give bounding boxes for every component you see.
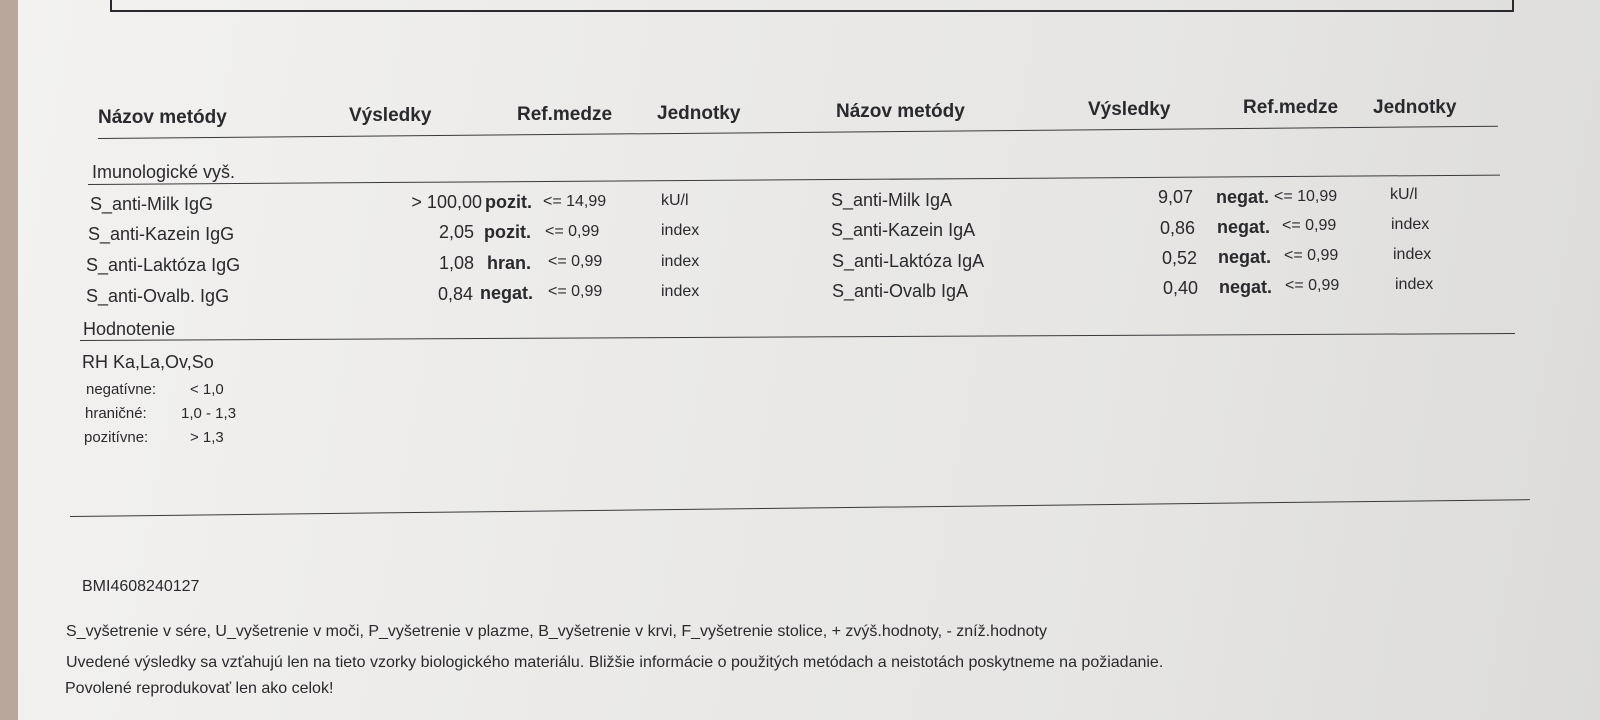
header-ref-left: Ref.medze xyxy=(517,104,613,125)
section-rule xyxy=(88,175,1500,185)
footnote: S_vyšetrenie v sére, U_vyšetrenie v moči, P_vyšetrenie v plazme, B_vyšetrenie v krvi, F_vyšetrenie stolice, + zvýš.hodnoty, - zníž.hodnoty xyxy=(66,623,1047,640)
left-row-2-name: S_anti-Kazein IgG xyxy=(88,224,235,244)
bottom-rule xyxy=(70,499,1530,517)
right-row-1-flag: negat. xyxy=(1216,187,1270,207)
right-row-2-ref: <= 0,99 xyxy=(1282,217,1337,234)
header-method-right: Názov metódy xyxy=(836,101,965,122)
header-units-left: Jednotky xyxy=(657,103,741,124)
right-row-3-flag: negat. xyxy=(1218,247,1272,267)
left-row-2-flag: pozit. xyxy=(484,222,531,242)
right-row-3-ref: <= 0,99 xyxy=(1284,247,1339,264)
legend-positive-label: pozitívne: xyxy=(84,429,149,446)
right-row-3-unit: index xyxy=(1393,246,1432,263)
right-row-2-unit: index xyxy=(1391,216,1430,233)
header-rule xyxy=(98,126,1498,139)
disclaimer-line-2: Povolené reprodukovať len ako celok! xyxy=(65,680,334,697)
section-title: Imunologické vyš. xyxy=(92,162,236,182)
left-row-1-ref: <= 14,99 xyxy=(543,193,607,210)
left-row-3-result: 1,08 xyxy=(438,253,474,273)
legend-negative-label: negatívne: xyxy=(86,381,157,398)
right-row-4-flag: negat. xyxy=(1219,277,1273,297)
legend-borderline-label: hraničné: xyxy=(85,405,147,422)
right-row-4-result: 0,40 xyxy=(1162,278,1198,298)
right-row-3-result: 0,52 xyxy=(1161,248,1197,268)
disclaimer-line-1: Uvedené výsledky sa vzťahujú len na tieto vzorky biologického materiálu. Bližšie informácie o použitých metódach a neistotách poskytneme na požiadanie. xyxy=(66,654,1164,671)
right-row-2-flag: negat. xyxy=(1217,217,1271,237)
header-results-left: Výsledky xyxy=(349,105,432,126)
left-row-3-flag: hran. xyxy=(487,253,532,273)
left-row-2-result: 2,05 xyxy=(438,222,474,242)
legend-positive-value: > 1,3 xyxy=(190,429,224,446)
right-row-2-name: S_anti-Kazein IgA xyxy=(831,220,976,240)
header-units-right: Jednotky xyxy=(1373,97,1457,118)
left-row-4-name: S_anti-Ovalb. IgG xyxy=(86,286,230,306)
evaluation-rule xyxy=(80,333,1515,341)
evaluation-title: Hodnotenie xyxy=(83,319,176,339)
left-row-4-ref: <= 0,99 xyxy=(548,283,603,300)
right-row-1-result: 9,07 xyxy=(1157,187,1193,207)
left-row-4-unit: index xyxy=(661,283,700,300)
left-row-4-result: 0,84 xyxy=(437,284,473,304)
sample-id: BMI4608240127 xyxy=(82,578,200,595)
left-row-1-result: > 100,00 xyxy=(411,192,482,212)
right-row-4-ref: <= 0,99 xyxy=(1285,277,1340,294)
right-row-1-unit: kU/l xyxy=(1390,186,1418,203)
left-row-4-flag: negat. xyxy=(480,283,534,303)
left-row-1-name: S_anti-Milk IgG xyxy=(90,194,214,214)
header-results-right: Výsledky xyxy=(1088,99,1171,120)
left-row-2-unit: index xyxy=(661,222,700,239)
legend-negative-value: < 1,0 xyxy=(190,381,224,398)
header-ref-right: Ref.medze xyxy=(1243,97,1339,118)
evaluation-subtitle: RH Ka,La,Ov,So xyxy=(82,352,214,372)
right-row-1-ref: <= 10,99 xyxy=(1274,188,1338,205)
left-row-3-unit: index xyxy=(661,253,700,270)
right-row-1-name: S_anti-Milk IgA xyxy=(831,190,953,210)
legend-borderline-value: 1,0 - 1,3 xyxy=(181,405,237,422)
header-method-left: Názov metódy xyxy=(98,107,227,128)
right-row-4-unit: index xyxy=(1395,276,1434,293)
left-row-3-name: S_anti-Laktóza IgG xyxy=(86,255,241,275)
left-row-1-flag: pozit. xyxy=(485,192,532,212)
left-row-3-ref: <= 0,99 xyxy=(548,253,603,270)
left-row-1-unit: kU/l xyxy=(661,192,689,209)
right-row-2-result: 0,86 xyxy=(1159,218,1195,238)
right-row-4-name: S_anti-Ovalb IgA xyxy=(832,281,969,301)
right-row-3-name: S_anti-Laktóza IgA xyxy=(832,251,985,271)
top-frame-box xyxy=(110,0,1514,12)
lab-report-page xyxy=(18,0,1600,720)
left-row-2-ref: <= 0,99 xyxy=(545,223,600,240)
